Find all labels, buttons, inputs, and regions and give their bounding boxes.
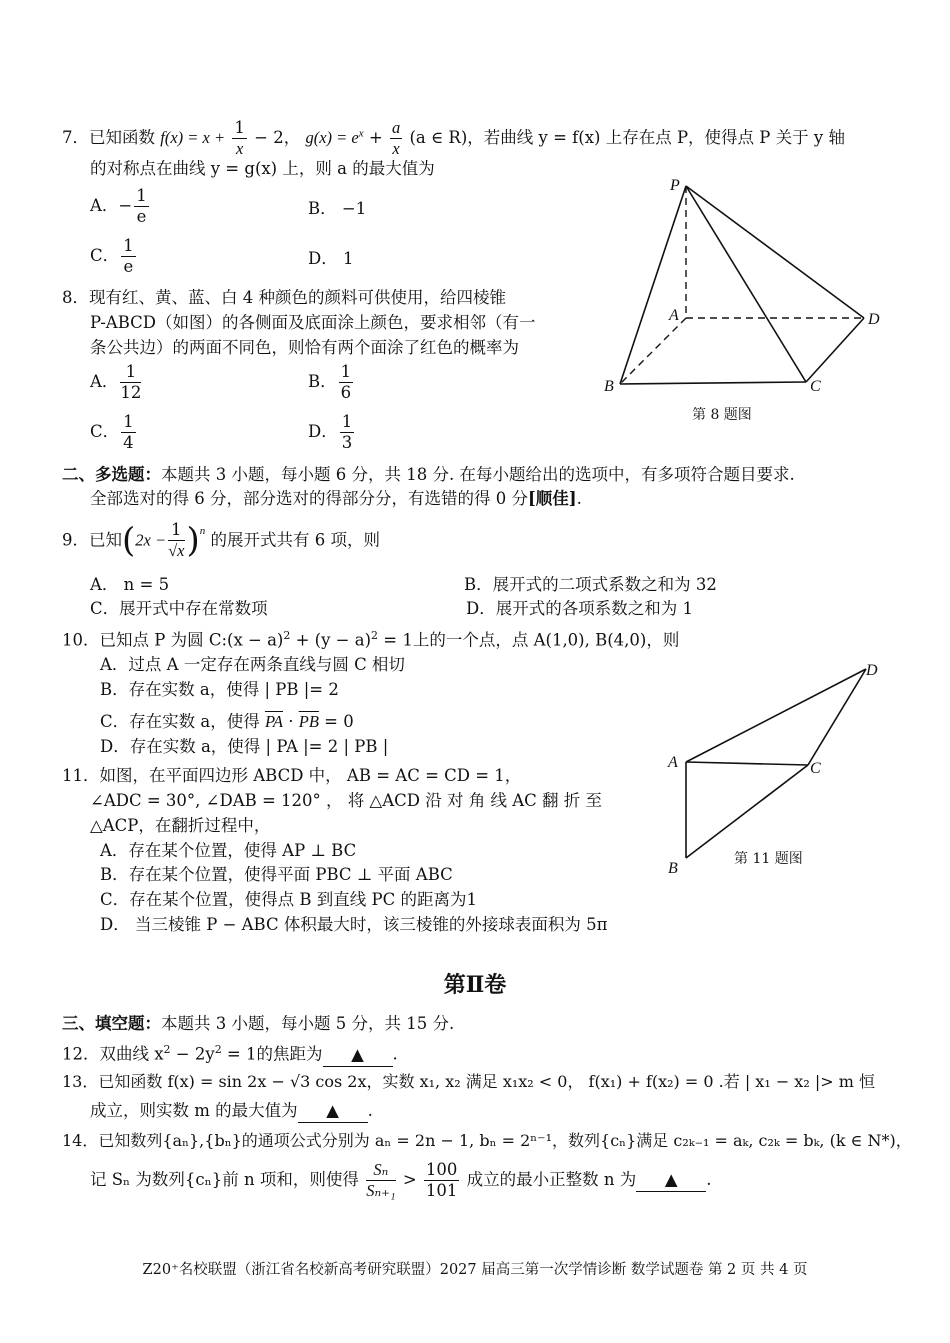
q9-option-a: A． n = 5 (90, 575, 170, 594)
q7-line1: 7．已知函数 f(x) = x + $\frac{1}{x}$ − 2， $g(x) = e^x$ + $\frac{a}{x}$ (a ∈ R)，若曲线 y = f(x) 上存在点 P，使得点 P 关于 y 轴 (62, 118, 845, 158)
q11-figure-quadrilateral (660, 655, 890, 880)
q8-option-b: B． $\frac{1}{6}$ (308, 362, 352, 402)
label-b: B (604, 378, 614, 395)
q8-option-d: D． $\frac{1}{3}$ (308, 412, 353, 452)
q7-option-d: D． 1 (308, 249, 354, 268)
q13-line1: 13．已知函数 f(x) = sin 2x − √3 cos 2x，实数 x₁, x₂ 满足 x₁x₂ < 0， f(x₁) + f(x₂) = 0 .若 | x₁ − x₂ |> m 恒 (62, 1072, 875, 1091)
q13-line2: 成立，则实数 m 的最大值为 ▲ . (90, 1100, 373, 1123)
label-a: A (669, 307, 679, 324)
edge-pd (686, 186, 864, 318)
edge-bc (620, 382, 806, 384)
edge-pb (620, 186, 686, 384)
q11-line3: △ACP，在翻折过程中， (90, 816, 271, 835)
q11-option-d: D． 当三棱锥 P − ABC 体积最大时，该三棱锥的外接球表面积为 5π (100, 915, 608, 934)
label-c: C (810, 760, 821, 777)
edge-ac (686, 762, 808, 765)
section2-line2: 全部选对的得 6 分，部分选对的得部分分，有选错的得 0 分[顺佳]. (90, 489, 582, 508)
q7-frac: $\frac{1}{x}$ (234, 118, 245, 158)
label-a: A (668, 754, 678, 771)
q11-option-a: A．存在某个位置，使得 AP ⊥ BC (100, 841, 357, 860)
q14-answer-blank: ▲ (636, 1169, 706, 1192)
q14-line1: 14．已知数列{aₙ},{bₙ}的通项公式分别为 aₙ = 2n − 1, bₙ = 2ⁿ⁻¹，数列{cₙ}满足 c₂ₖ₋₁ = aₖ, c₂ₖ = bₖ, (k ∈ N*)， (62, 1131, 912, 1150)
q12-answer-blank: ▲ (323, 1044, 393, 1067)
q11-line2: ∠ADC = 30°, ∠DAB = 120° ， 将 △ACD 沿 对 角 线 AC 翻 折 至 (90, 791, 602, 810)
q7-option-c: C． $\frac{1}{e}$ (90, 236, 134, 276)
q8-line3: 条公共边）的两面不同色，则恰有两个面涂了红色的概率为 (90, 338, 519, 357)
edge-bc (686, 765, 808, 858)
page-footer: Z20⁺名校联盟（浙江省名校新高考研究联盟）2027 届高三第一次学情诊断 数学试题卷 第 2 页 共 4 页 (142, 1262, 808, 1278)
q14-line2: 记 Sₙ 为数列{cₙ}前 n 项和，则使得 $\frac{\text{Sₙ}}{\text{Sₙ₊₁}}$ > $\frac{100}{101}$ 成立的最小正整数 n 为 ▲ . (90, 1160, 712, 1200)
q7-gfrac: $\frac{a}{x}$ (391, 118, 401, 158)
q8-caption: 第 8 题图 (692, 407, 752, 423)
section2-header: 二、多选题：本题共 3 小题，每小题 6 分，共 18 分. 在每小题给出的选项中，有多项符合题目要求. (62, 465, 795, 484)
edge-cd (806, 318, 864, 382)
q7-option-b: B． −1 (308, 199, 367, 218)
edge-ab (620, 318, 686, 384)
q10-option-c: C．存在实数 a，使得 $\overline{PA} \cdot \overline{PB} = 0$ (100, 712, 354, 731)
section3-header: 三、填空题：本题共 3 小题，每小题 5 分，共 15 分. (62, 1014, 455, 1033)
q10-option-a: A．过点 A 一定存在两条直线与圆 C 相切 (100, 655, 405, 674)
part2-title: 第Ⅱ卷 (443, 972, 507, 998)
q8-option-c: C． $\frac{1}{4}$ (90, 412, 134, 452)
q12-line: 12．双曲线 $x^2 - 2y^2 = 1$的焦距为 ▲ . (62, 1039, 398, 1067)
q11-option-b: B．存在某个位置，使得平面 PBC ⊥ 平面 ABC (100, 865, 453, 884)
label-c: C (810, 378, 821, 395)
q9-option-d: D．展开式的各项系数之和为 1 (466, 599, 693, 618)
q7-line2: 的对称点在曲线 y = g(x) 上，则 a 的最大值为 (90, 159, 435, 178)
q8-option-a: A． $\frac{1}{12}$ (90, 362, 142, 402)
label-p: P (670, 177, 680, 194)
q13-answer-blank: ▲ (298, 1100, 368, 1123)
q8-line2: P-ABCD（如图）的各侧面及底面涂上颜色，要求相邻（有一 (90, 313, 536, 332)
q7-option-a: A．− $\frac{1}{e}$ (90, 186, 147, 226)
q10-line1: 10．已知点 P 为圆 C:(x − $a)^2 + (y - a)^2 = 1$上的一个点，点 A(1,0), B(4,0)，则 (62, 629, 680, 650)
edge-pc (686, 186, 806, 382)
edge-ad (686, 669, 866, 762)
label-d: D (866, 662, 878, 679)
q9-option-b: B．展开式的二项式系数之和为 32 (464, 575, 717, 594)
q8-figure-pyramid (598, 176, 898, 406)
q9-option-c: C．展开式中存在常数项 (90, 599, 268, 618)
q9-line1: 9．已知(2x − $\frac{1}{√x}$ )$^n$ 的展开式共有 6 项，则 (62, 520, 381, 561)
q11-line1: 11．如图，在平面四边形 ABCD 中， AB = AC = CD = 1， (62, 766, 522, 785)
q10-option-d: D．存在实数 a，使得 | PA |= 2 | PB | (100, 737, 389, 756)
label-d: D (868, 311, 880, 328)
q11-option-c: C．存在某个位置，使得点 B 到直线 PC 的距离为1 (100, 890, 477, 909)
q10-option-b: B．存在实数 a，使得 | PB |= 2 (100, 680, 339, 699)
q8-line1: 8．现有红、黄、蓝、白 4 种颜色的颜料可供使用，给四棱锥 (62, 288, 506, 307)
q11-caption: 第 11 题图 (734, 851, 803, 867)
label-b: B (668, 860, 678, 877)
